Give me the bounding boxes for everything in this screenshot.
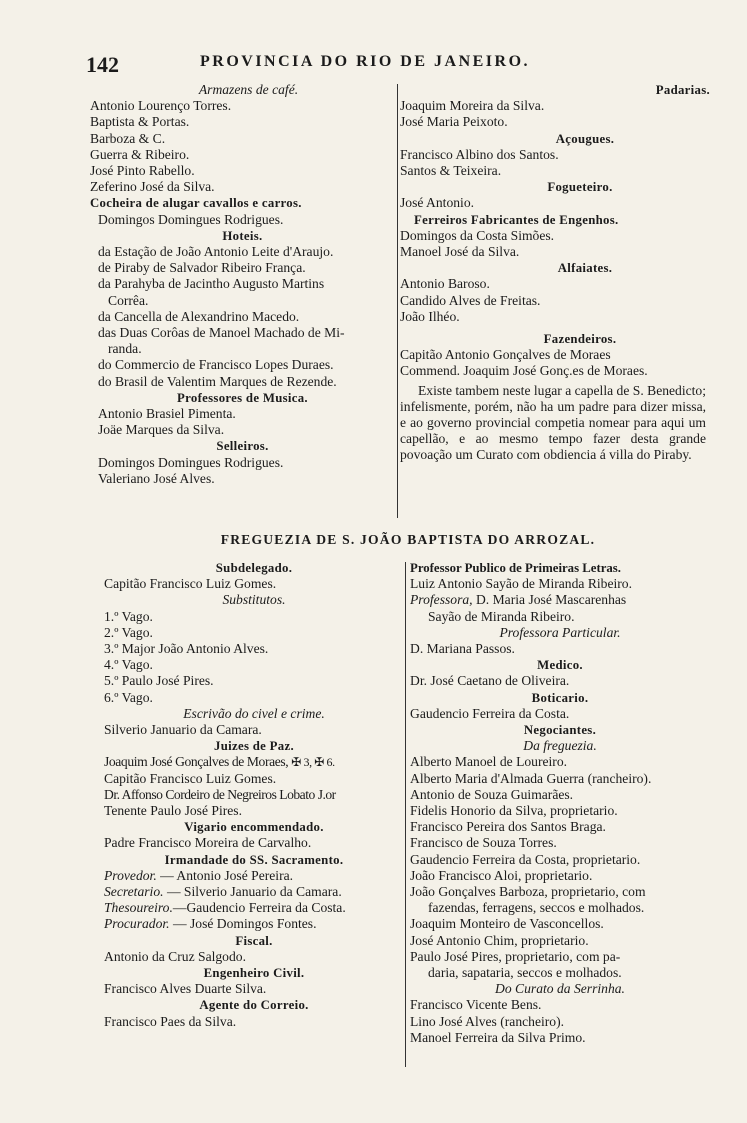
- vigario-heading: Vigario encommendado.: [184, 820, 324, 835]
- selleiros-heading: Selleiros.: [216, 439, 269, 454]
- list-item: Padre Francisco Moreira de Carvalho.: [104, 835, 312, 851]
- role-label: Thesoureiro.: [104, 900, 173, 916]
- armazens-heading: Armazens de café.: [198, 82, 299, 97]
- role-name: — José Domingos Fontes.: [173, 916, 317, 932]
- role-label: Provedor.: [104, 867, 157, 883]
- engenheiro-heading: Engenheiro Civil.: [203, 966, 305, 981]
- acougues-heading: Açougues.: [555, 131, 615, 146]
- list-item: [104, 754, 404, 770]
- list-item: Tenente Paulo José Pires.: [104, 803, 242, 819]
- list-item: Antonio Baroso.: [400, 276, 490, 292]
- list-item: Fidelis Honorio da Silva, proprietario.: [410, 803, 618, 819]
- list-item: 5.º Paulo José Pires.: [104, 673, 214, 689]
- list-item: D. Mariana Passos.: [410, 641, 515, 657]
- list-item: Francisco Alves Duarte Silva.: [104, 981, 267, 997]
- list-item: [410, 592, 710, 608]
- column-divider: [397, 84, 398, 518]
- list-item: Barboza & C.: [90, 130, 166, 146]
- list-item: Commend. Joaquim José Gonç.es de Moraes.: [400, 363, 648, 379]
- list-item: Capitão Francisco Luiz Gomes.: [104, 770, 277, 786]
- list-item: Corrêa.: [108, 292, 149, 308]
- professora-label: Professora,: [410, 592, 473, 608]
- list-item: Guerra & Ribeiro.: [90, 146, 190, 162]
- freguezia-heading: Da freguezia.: [523, 738, 597, 754]
- juizes-heading: Juizes de Paz.: [214, 739, 294, 754]
- upper-left-column: [90, 82, 395, 487]
- page-number: 142: [86, 52, 119, 77]
- subdelegado-heading: Subdelegado.: [215, 561, 293, 575]
- list-item: do Commercio de Francisco Lopes Duraes.: [98, 357, 334, 373]
- list-item: Joäe Marques da Silva.: [98, 422, 225, 438]
- list-item: Manoel José da Silva.: [400, 244, 520, 260]
- role-name: —Gaudencio Ferreira da Costa.: [172, 900, 346, 916]
- list-item: Domingos Domingues Rodrigues.: [98, 454, 284, 470]
- cocheira-heading: Cocheira de alugar cavallos e carros.: [90, 196, 302, 211]
- list-item: Luiz Antonio Sayão de Miranda Ribeiro.: [410, 576, 632, 592]
- fogueteiro-heading: Fogueteiro.: [547, 180, 613, 195]
- list-item: Candido Alves de Freitas.: [400, 292, 541, 308]
- list-item: Antonio Lourenço Torres.: [90, 98, 232, 114]
- role-label: Procurador.: [104, 916, 170, 932]
- list-item: Gaudencio Ferreira da Costa, proprietario.: [410, 851, 641, 867]
- correio-heading: Agente do Correio.: [199, 998, 309, 1013]
- list-item: Gaudencio Ferreira da Costa.: [410, 705, 570, 721]
- list-item: do Brasil de Valentim Marques de Rezende.: [98, 373, 337, 389]
- alfaiates-heading: Alfaiates.: [557, 261, 613, 276]
- list-item: Joaquim Monteiro de Vasconcellos.: [410, 916, 604, 932]
- list-item: Alberto Maria d'Almada Guerra (rancheiro).: [410, 770, 652, 786]
- list-item: Valeriano José Alves.: [98, 470, 215, 486]
- serrinha-heading: Do Curato da Serrinha.: [495, 981, 625, 997]
- section-title: FREGUEZIA DE S. JOÃO BAPTISTA DO ARROZAL.: [220, 532, 596, 547]
- column-divider: [405, 562, 406, 1067]
- engenhos-heading: Ferreiros Fabricantes de Engenhos.: [414, 212, 619, 227]
- capella-paragraph: Existe tambem neste lugar a capella de S. Benedicto; infelismente, porém, não ha um padre para dizer missa, e ao governo provincial competia nomear para aqui um capellão, e ao mesmo tempo fazer desta grande povoação um Curato com obdiencia á villa do Piraby.: [400, 382, 707, 463]
- list-item: João Ilhéo.: [400, 308, 460, 324]
- list-item: Dr. José Caetano de Oliveira.: [410, 673, 570, 689]
- list-item: da Cancella de Alexandrino Macedo.: [98, 308, 300, 324]
- list-item: de Piraby de Salvador Ribeiro França.: [98, 260, 306, 276]
- list-item: Manoel Ferreira da Silva Primo.: [410, 1029, 586, 1045]
- list-item: [104, 900, 404, 916]
- list-item: [104, 868, 404, 884]
- prof-heading: Professor Publico de Primeiras Letras.: [410, 561, 621, 575]
- negociantes-heading: Negociantes.: [523, 723, 597, 738]
- list-item: Dr. Affonso Cordeiro de Negreiros Lobato J.or: [104, 786, 336, 802]
- list-item: Sayão de Miranda Ribeiro.: [428, 608, 575, 624]
- list-item: daria, sapataria, seccos e molhados.: [428, 965, 622, 981]
- list-item: 1.º Vago.: [104, 608, 153, 624]
- list-item: 2.º Vago.: [104, 624, 153, 640]
- list-item: Francisco de Souza Torres.: [410, 835, 557, 851]
- list-item: Francisco Paes da Silva.: [104, 1013, 237, 1029]
- list-item: 3.º Major João Antonio Alves.: [104, 641, 269, 657]
- lower-right-column: [410, 560, 710, 1046]
- list-item: Zeferino José da Silva.: [90, 179, 215, 195]
- list-item: Francisco Vicente Bens.: [410, 997, 542, 1013]
- fazendeiros-heading: Fazendeiros.: [543, 332, 617, 347]
- hoteis-heading: Hoteis.: [222, 228, 263, 243]
- list-item: Baptista & Portas.: [90, 114, 190, 130]
- list-item: Domingos Domingues Rodrigues.: [98, 211, 284, 227]
- list-item: Antonio da Cruz Salgodo.: [104, 948, 246, 964]
- list-item: José Maria Peixoto.: [400, 114, 508, 130]
- list-item: Alberto Manoel de Loureiro.: [410, 754, 568, 770]
- list-item: [104, 916, 404, 932]
- musica-heading: Professores de Musica.: [177, 390, 308, 405]
- list-item: Santos & Teixeira.: [400, 163, 502, 179]
- running-head: PROVINCIA DO RIO DE JANEIRO.: [200, 53, 531, 70]
- list-item: Paulo José Pires, proprietario, com pa-: [410, 948, 621, 964]
- order-marks: ✠ 3, ✠ 6.: [291, 755, 335, 770]
- list-item: José Antonio Chim, proprietario.: [410, 932, 589, 948]
- list-item: João Francisco Aloi, proprietario.: [410, 867, 593, 883]
- list-item: 4.º Vago.: [104, 657, 153, 673]
- list-item: da Parahyba de Jacintho Augusto Martins: [98, 276, 325, 292]
- list-item: Domingos da Costa Simões.: [400, 227, 555, 243]
- lower-left-column: [104, 560, 404, 1030]
- padarias-heading: Padarias.: [655, 83, 710, 97]
- list-item: fazendas, ferragens, seccos e molhados.: [428, 900, 645, 916]
- irmandade-heading: Irmandade do SS. Sacramento.: [164, 852, 344, 867]
- substitutos-heading: Substitutos.: [222, 592, 286, 608]
- professora-name: D. Maria José Mascarenhas: [475, 592, 627, 608]
- list-item: Antonio Brasiel Pimenta.: [98, 406, 236, 422]
- escrivao-heading: Escrivão do civel e crime.: [183, 705, 325, 721]
- list-item: Antonio de Souza Guimarães.: [410, 786, 574, 802]
- list-item: Francisco Pereira dos Santos Braga.: [410, 819, 606, 835]
- role-name: — Antonio José Pereira.: [160, 867, 294, 883]
- particular-heading: Professora Particular.: [499, 624, 621, 640]
- list-item: Capitão Francisco Luiz Gomes.: [104, 576, 277, 592]
- list-item: Francisco Albino dos Santos.: [400, 146, 559, 162]
- role-label: Secretario.: [104, 884, 164, 900]
- list-item: Capitão Antonio Gonçalves de Moraes: [400, 347, 611, 363]
- list-item: João Gonçalves Barboza, proprietario, com: [410, 884, 646, 900]
- medico-heading: Medico.: [537, 658, 583, 673]
- upper-right-column: [400, 82, 710, 464]
- list-item: José Antonio.: [400, 195, 475, 211]
- boticario-heading: Boticario.: [531, 690, 589, 705]
- list-item: Joaquim Moreira da Silva.: [400, 98, 545, 114]
- list-item: 6.º Vago.: [104, 689, 153, 705]
- role-name: — Silverio Januario da Camara.: [166, 884, 342, 900]
- list-item: das Duas Corôas de Manoel Machado de Mi-: [98, 325, 345, 341]
- list-item: Lino José Alves (rancheiro).: [410, 1013, 565, 1029]
- list-item: José Pinto Rabello.: [90, 163, 195, 179]
- juiz-name: Joaquim José Gonçalves de Moraes,: [104, 754, 289, 770]
- list-item: Silverio Januario da Camara.: [104, 722, 262, 738]
- list-item: [104, 884, 404, 900]
- fiscal-heading: Fiscal.: [235, 933, 273, 948]
- list-item: randa.: [108, 341, 142, 357]
- list-item: da Estação de João Antonio Leite d'Araujo.: [98, 244, 334, 260]
